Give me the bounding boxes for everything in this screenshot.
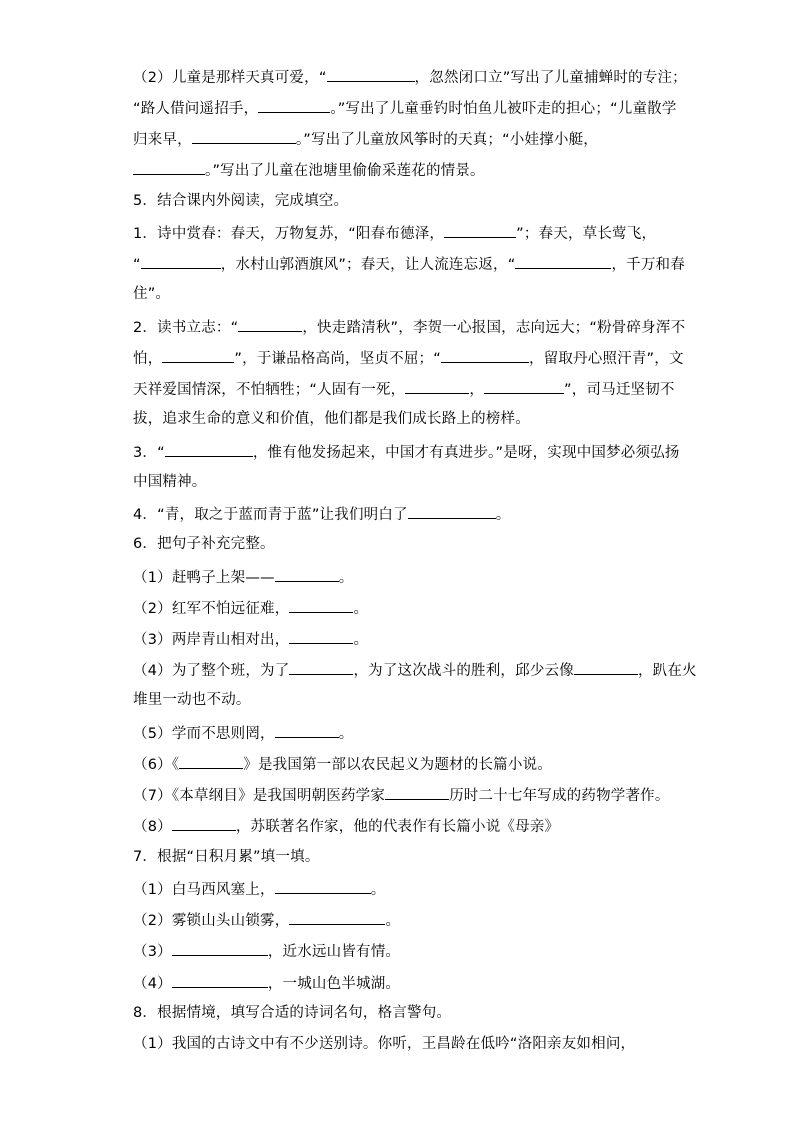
text-line: （2）雾锁山头山锁雾， 。: [133, 909, 400, 931]
text-line: 怕， ”，于谦品格高尚，坚贞不屈；“ ，留取丹心照汗青”，文: [133, 347, 684, 369]
fill-in-blank[interactable]: [289, 597, 353, 613]
text-line: 4．“青，取之于蓝而青于蓝”让我们明白了 。: [133, 503, 510, 525]
text-line: （3）两岸青山相对出， 。: [133, 628, 368, 650]
text-line: 2．读书立志：“ ，快走踏清秋”，李贺一心报国，志向远大；“粉骨碎身浑不: [133, 316, 685, 338]
fill-in-blank[interactable]: [258, 97, 330, 113]
text-line: （4）为了整个班，为了 ，为了这次战斗的胜利，邱少云像 ，趴在火: [133, 659, 697, 681]
fill-in-blank[interactable]: [192, 128, 296, 144]
fill-in-blank[interactable]: [162, 347, 234, 363]
fill-in-blank[interactable]: [289, 909, 385, 925]
fill-in-blank[interactable]: [289, 659, 353, 675]
text-line: “ ，水村山郭酒旗风”；春天，让人流连忘返，“ ，千万和春: [133, 253, 685, 275]
text-line: 住”。: [133, 286, 171, 302]
fill-in-blank[interactable]: [172, 972, 268, 988]
text-line: “路人借问遥招手， 。”写出了儿童垂钓时怕鱼儿被吓走的担心；“儿童散学: [133, 97, 677, 119]
text-line: （1）白马西风塞上， 。: [133, 878, 385, 900]
fill-in-blank[interactable]: [165, 441, 253, 457]
fill-in-blank[interactable]: [515, 253, 611, 269]
text-line: 堆里一动也不动。: [133, 692, 251, 708]
text-line: 6．把句子补充完整。: [133, 536, 275, 552]
fill-in-blank[interactable]: [275, 878, 371, 894]
text-line: 。”写出了儿童在池塘里偷偷采莲花的情景。: [133, 159, 485, 181]
fill-in-blank[interactable]: [327, 66, 415, 82]
text-line: （3） ，近水远山皆有情。: [133, 940, 400, 962]
text-line: 7．根据“日积月累”填一填。: [133, 849, 320, 865]
text-line: （2）红军不怕远征难， 。: [133, 597, 368, 619]
fill-in-blank[interactable]: [172, 940, 268, 956]
fill-in-blank[interactable]: [441, 347, 529, 363]
text-line: （1）赶鸭子上架—— 。: [133, 566, 353, 588]
text-line: 天祥爱国情深，不怕牺牲；“人固有一死， ， ”，司马迁坚韧不: [133, 378, 675, 400]
text-line: （8） ，苏联著名作家，他的代表作有长篇小说《母亲》: [133, 815, 559, 837]
fill-in-blank[interactable]: [179, 753, 243, 769]
fill-in-blank[interactable]: [385, 784, 449, 800]
fill-in-blank[interactable]: [141, 253, 221, 269]
text-line: 中国精神。: [133, 474, 207, 490]
fill-in-blank[interactable]: [172, 815, 236, 831]
fill-in-blank[interactable]: [444, 222, 516, 238]
text-line: （5）学而不思则罔， 。: [133, 722, 353, 744]
fill-in-blank[interactable]: [275, 566, 339, 582]
text-line: 拔，追求生命的意义和价值，他们都是我们成长路上的榜样。: [133, 411, 530, 427]
text-line: 8．根据情境，填写合适的诗词名句，格言警句。: [133, 1005, 452, 1021]
fill-in-blank[interactable]: [405, 378, 469, 394]
fill-in-blank[interactable]: [289, 628, 353, 644]
text-line: （2）儿童是那样天真可爱，“ ，忽然闭口立”写出了儿童捕蝉时的专注；: [133, 66, 687, 88]
text-line: （4） ，一城山色半城湖。: [133, 972, 400, 994]
text-line: 1．诗中赏春：春天，万物复苏，“阳春布德泽， ”；春天，草长莺飞，: [133, 222, 656, 244]
text-line: （6）《 》是我国第一部以农民起义为题材的长篇小说。: [133, 753, 552, 775]
fill-in-blank[interactable]: [133, 159, 205, 175]
text-line: （7）《本草纲目》是我国明朝医药学家 历时二十七年写成的药物学著作。: [133, 784, 670, 806]
fill-in-blank[interactable]: [238, 316, 302, 332]
fill-in-blank[interactable]: [484, 378, 564, 394]
fill-in-blank[interactable]: [275, 722, 339, 738]
fill-in-blank[interactable]: [408, 503, 496, 519]
text-line: 3．“ ，惟有他发扬起来，中国才有真进步。”是呀，实现中国梦必须弘扬: [133, 441, 680, 463]
text-line: 归来早， 。”写出了儿童放风筝时的天真；“小娃撑小艇，: [133, 128, 598, 150]
text-line: （1）我国的古诗文中有不少送别诗。你听，王昌龄在低吟“洛阳亲友如相问，: [133, 1036, 636, 1052]
text-line: 5．结合课内外阅读，完成填空。: [133, 193, 349, 209]
fill-in-blank[interactable]: [574, 659, 638, 675]
